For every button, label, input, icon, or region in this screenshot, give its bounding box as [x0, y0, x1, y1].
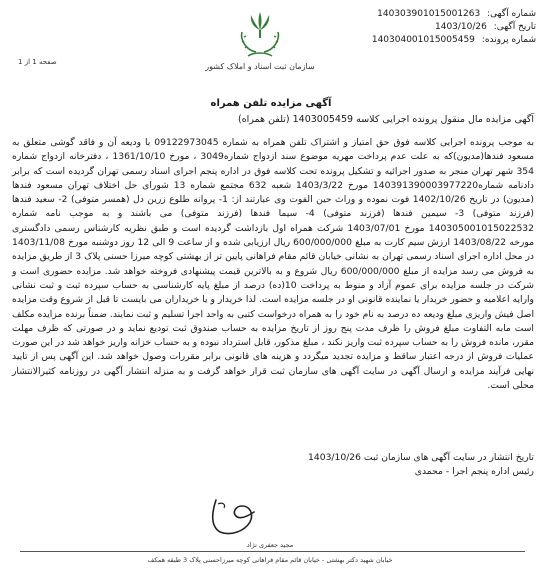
header-meta: [286, 8, 536, 47]
department-head-line: رئیس اداره پنجم اجرا - محمدی: [414, 466, 534, 477]
ad-number-row: [286, 8, 536, 21]
ad-date-row: [286, 21, 536, 34]
case-number: 140304001015005459: [371, 35, 475, 45]
ad-date: 1403/10/26: [435, 22, 487, 32]
footer-divider: [20, 551, 525, 552]
signature-scribble-icon: [196, 492, 276, 542]
ad-number: 140303901015001263: [377, 9, 481, 19]
case-number-row: [286, 34, 536, 47]
iran-emblem-icon: [232, 8, 288, 60]
page-title: آگهی مزایده تلفن همراه: [210, 98, 332, 109]
logo-caption: سازمان ثبت اسناد و املاک کشور: [205, 62, 315, 71]
ad-body: [12, 136, 534, 393]
body-paragraph: به موجب پرونده اجرایی کلاسه فوق حق امتیاز و اشتراک تلفن همراه به شماره 09122973045 با ودیعه آن و فاقد گوشی متعلق به مسعود فندها(مدیون)که به علت عدم پرداخت مهریه موضوع سند ازدواج شماره3049 ، مورخ 1361/10/10 ، دفترخانه ازدواج شماره 354 شهر تهران منجر به صدور اجرائیه و تشکیل پرونده تحت کلاسه فوق در اداره پنجم اجرای اسناد رسمی تهران گردیده است که برابر دادنامه شماره140391390003977220 مورخ 1403/3/22 شعبه 632 مجتمع شماره 13 شورای حل اختلاف تهران مسعود فندها (مدیون) در تاریخ 1402/10/26 فوت نموده و وراث حین الفوت وی عبارتند از: 1- پروانه طلوع زرین دل (همسر متوفی) 2- سعید فندها (فرزند متوفی) 3- سیمین فندها (فرزند متوفی) 4- سیما فندها (فرزند متوفی) می باشند و به موجب نامه شماره 140305001015022532 مورخ 1403/07/01 شرکت همراه اول بازداشت گردیده است و طبق نظریه کارشناس رسمی دادگستری مورخه 1403/08/22 ارزش سیم کارت به مبلغ 600/000/000 ریال ارزیابی شده و از ساعت 9 الی 12 روز دوشنبه مورخ 1403/11/08 در محل اداره اجرای اسناد رسمی تهران به نشانی خیابان قائم مقام فراهانی پایین تر از بهشتی کوچه میرزا حسنی پلاک 3 از طریق مزایده به فروش می رسد مزایده از مبلغ 600/000/000 ریال شروع و به بالاترین قیمت پیشنهادی فروخته خواهد شد. مزایده حضوری است و شرکت در جلسه مزایده برای عموم آزاد و منوط به پرداخت 10(ده) درصد از مبلغ پایه کارشناسی به حساب سپرده ثبت و ثبت نشانی وارایه اعلامیه و حضور خریدار یا نماینده قانونی او در جلسه مزایده است. لذا خریدار و یا خریداران می بایست تا قبل از شروع وقت مزایده اصل فیش واریزی مبلغ ودیعه ده درصد به نام خود را به همراه درخواست کتبی به واحد اجرا تسلیم و ثبت نمایند. ضمناً برنده مزایده مکلف است مابه التفاوت مبلغ فروش را ظرف مدت پنج روز از تاریخ مزایده به حساب صندوق ثبت تودیع نماید و در صورتی که ظرف مهلت مقرر، مانده فروش را به حساب سپرده ثبت واریز نکند ، مبلغ مذکور، قابل استرداد نبوده و به حساب خزانه واریز خواهد شد در این صورت عملیات فروش از درجه اعتبار ساقط و مزایده تجدید میگردد و هزینه های قانونی برابر مقررات وصول خواهد شد. این آگهی پس از تایید نهایی فرآیند مزایده و ارسال آگهی در سایت آگهی های سازمان ثبت قرار خواهد گرفت و به منزله انتشار آگهی در روزنامه کثیرالانتشار محلی است.: [12, 137, 535, 392]
ad-date-label: تاریخ آگهی:: [493, 22, 536, 32]
footer-address: خیابان شهید دکتر بهشتی - خیابان قائم مقام فراهانی کوچه میرزاحسنی پلاک 3 طبقه همکف: [147, 556, 393, 564]
publication-date-line: تاریخ انتشار در سایت آگهی های سازمان ثبت 1403/10/26: [308, 452, 534, 463]
organization-logo: [200, 8, 320, 80]
case-number-label: شماره پرونده:: [481, 35, 536, 45]
page-indicator: صفحه 1 از 1: [18, 58, 57, 66]
ad-number-label: شماره آگهی:: [487, 9, 536, 19]
footer-name: مجید جعفری نژاد: [246, 541, 294, 549]
page-subtitle: آگهی مزایده مال منقول پرونده اجرایی کلاسه 1403005459 (تلفن همراه): [237, 114, 534, 125]
